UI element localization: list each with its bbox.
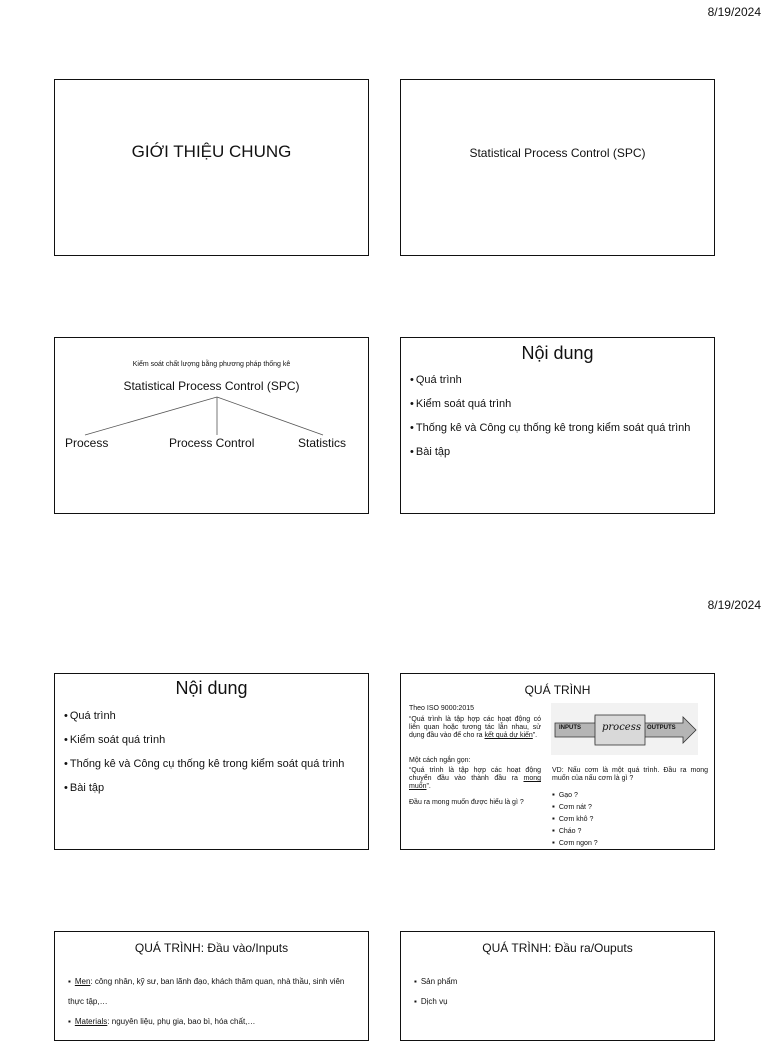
options-list <box>552 789 598 849</box>
slide-2 <box>400 79 715 256</box>
page-date-2: 8/19/2024 <box>707 598 761 612</box>
example-text: VD: Nấu cơm là một quá trình. Đầu ra mong muốn của nấu cơm là gì ? <box>552 767 708 782</box>
slide-title: Statistical Process Control (SPC) <box>469 146 646 160</box>
list-item: ▪ Materials: nguyên liệu, phụ gia, bao bì, hóa chất,… <box>68 1012 358 1032</box>
list-item: ▪ Cơm ngon ? <box>552 837 598 849</box>
slide-title: Nội dung <box>175 678 248 698</box>
list-item: • Kiểm soát quá trình <box>64 734 344 746</box>
diagram-process: process <box>602 722 641 733</box>
list-item: • Thống kê và Công cụ thống kê trong kiểm soát quá trình <box>64 758 344 770</box>
slide-title: GIỚI THIỆU CHUNG <box>131 142 292 161</box>
slide-6 <box>400 673 715 850</box>
definition-short: “Quá trình là tập hợp các hoạt động chuyển đầu vào thành đầu ra mong muốn”. <box>409 767 541 790</box>
list-item: ▪ Cháo ? <box>552 825 598 837</box>
page-date-1: 8/19/2024 <box>707 5 761 19</box>
diagram-inputs: INPUTS <box>559 725 582 731</box>
diagram-outputs: OUTPUTS <box>647 725 676 731</box>
slide-caption: Kiểm soát chất lượng bằng phương pháp thống kê <box>132 361 291 368</box>
slide-title: QUÁ TRÌNH: Đầu vào/Inputs <box>134 941 289 955</box>
slide-8 <box>400 931 715 1041</box>
list-item: ▪ Sản phẩm <box>414 972 457 992</box>
slide-title: QUÁ TRÌNH: Đầu ra/Ouputs <box>482 941 633 955</box>
iso-source: Theo ISO 9000:2015 <box>409 705 474 712</box>
slide-title: QUÁ TRÌNH <box>524 683 591 697</box>
slide-title: Nội dung <box>521 343 594 363</box>
short-label: Một cách ngắn gọn: <box>409 757 471 764</box>
slide-5 <box>54 673 369 850</box>
list-item: ▪ Dịch vụ <box>414 992 457 1012</box>
slide-7 <box>54 931 369 1041</box>
list-item: ▪ Men: công nhân, kỹ sư, ban lãnh đạo, khách thăm quan, nhà thầu, sinh viên thực tập,… <box>68 972 358 1012</box>
list-item: ▪ Cơm khô ? <box>552 813 598 825</box>
slide-4 <box>400 337 715 514</box>
list-item: ▪ Cơm nát ? <box>552 801 598 813</box>
inputs-list <box>68 972 358 1032</box>
slide-1 <box>54 79 369 256</box>
tree-branch-process-control: Process Control <box>169 436 255 450</box>
tree-branch-statistics: Statistics <box>298 436 347 450</box>
list-item: • Quá trình <box>64 710 344 722</box>
content-list <box>64 710 344 806</box>
list-item: • Bài tập <box>410 446 690 458</box>
tree-connectors <box>55 338 369 514</box>
content-list <box>410 374 690 470</box>
tree-root: Statistical Process Control (SPC) <box>123 379 300 393</box>
outputs-list <box>414 972 457 1012</box>
definition-full: “Quá trình là tập hợp các hoạt động có liên quan hoặc tương tác lẫn nhau, sử dụng đầu vào để cho ra kết quả dự kiến”. <box>409 716 541 739</box>
list-item: ▪ Gạo ? <box>552 789 598 801</box>
question: Đầu ra mong muốn được hiểu là gì ? <box>409 799 524 806</box>
list-item: • Kiểm soát quá trình <box>410 398 690 410</box>
slide-3 <box>54 337 369 514</box>
process-diagram <box>551 703 698 755</box>
list-item: • Quá trình <box>410 374 690 386</box>
list-item: • Bài tập <box>64 782 344 794</box>
list-item: • Thống kê và Công cụ thống kê trong kiểm soát quá trình <box>410 422 690 434</box>
tree-branch-process: Process <box>65 436 109 450</box>
